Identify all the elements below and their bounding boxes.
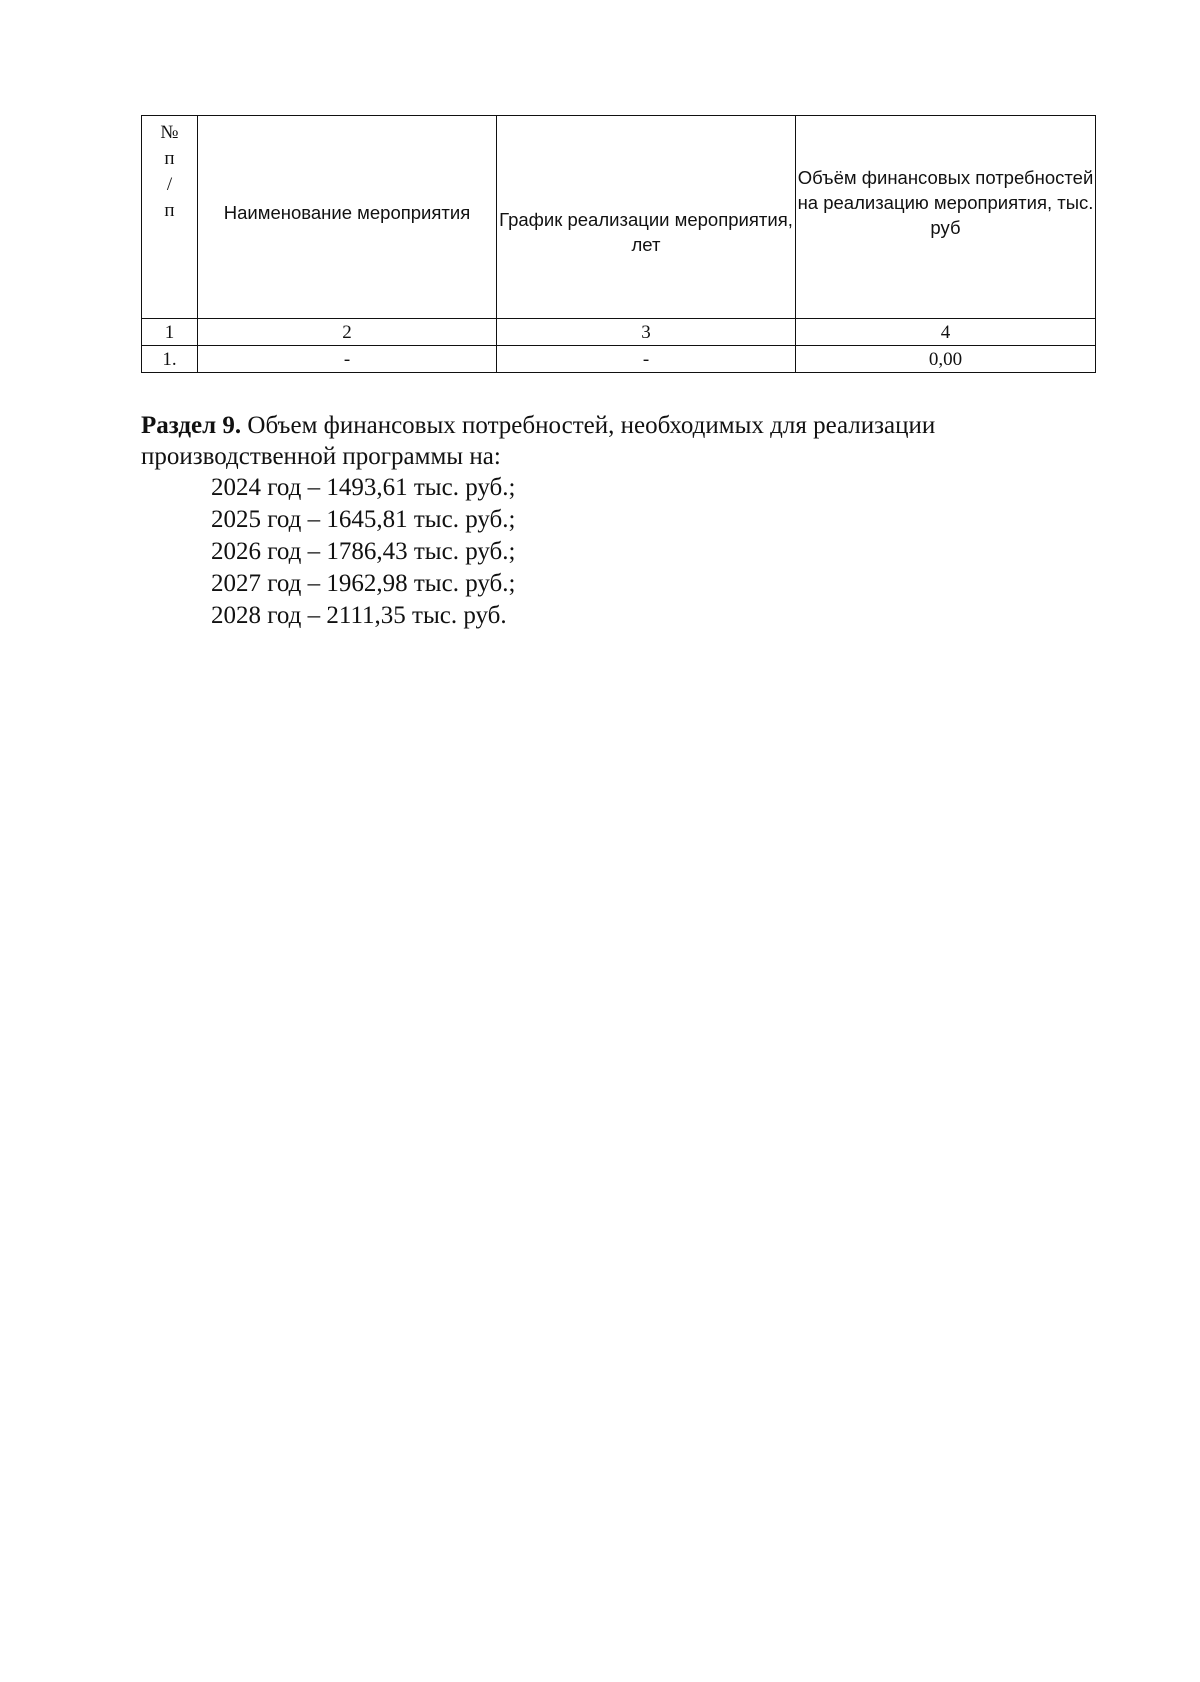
header-schedule: График реализации мероприятия, лет (497, 116, 796, 319)
list-item: 2025 год – 1645,81 тыс. руб.; (211, 506, 516, 533)
table-cell: 1. (142, 346, 198, 373)
index-cell: 2 (198, 319, 497, 346)
section-9 (141, 410, 1101, 632)
list-item: 2026 год – 1786,43 тыс. руб.; (211, 538, 516, 565)
table-header-row (142, 116, 1096, 319)
years-list (141, 472, 1101, 632)
index-cell: 1 (142, 319, 198, 346)
table-row (142, 346, 1096, 373)
section-text: Объем финансовых потребностей, необходимых для реализации производственной программы на: (141, 412, 936, 470)
list-item: 2028 год – 2111,35 тыс. руб. (211, 602, 507, 629)
list-item: 2027 год – 1962,98 тыс. руб.; (211, 570, 516, 597)
section-lead (141, 410, 1101, 472)
index-cell: 3 (497, 319, 796, 346)
table-cell: - (198, 346, 497, 373)
header-financial-volume: Объём финансовых потребностей на реализацию мероприятия, тыс. руб (796, 116, 1096, 319)
table-cell: - (497, 346, 796, 373)
section-label: Раздел 9. (141, 412, 242, 439)
list-item: 2024 год – 1493,61 тыс. руб.; (211, 474, 516, 501)
index-cell: 4 (796, 319, 1096, 346)
header-number: № п / п (142, 116, 198, 319)
events-table (141, 115, 1096, 373)
table-index-row (142, 319, 1096, 346)
header-event-name: Наименование мероприятия (198, 116, 497, 319)
table-cell: 0,00 (796, 346, 1096, 373)
